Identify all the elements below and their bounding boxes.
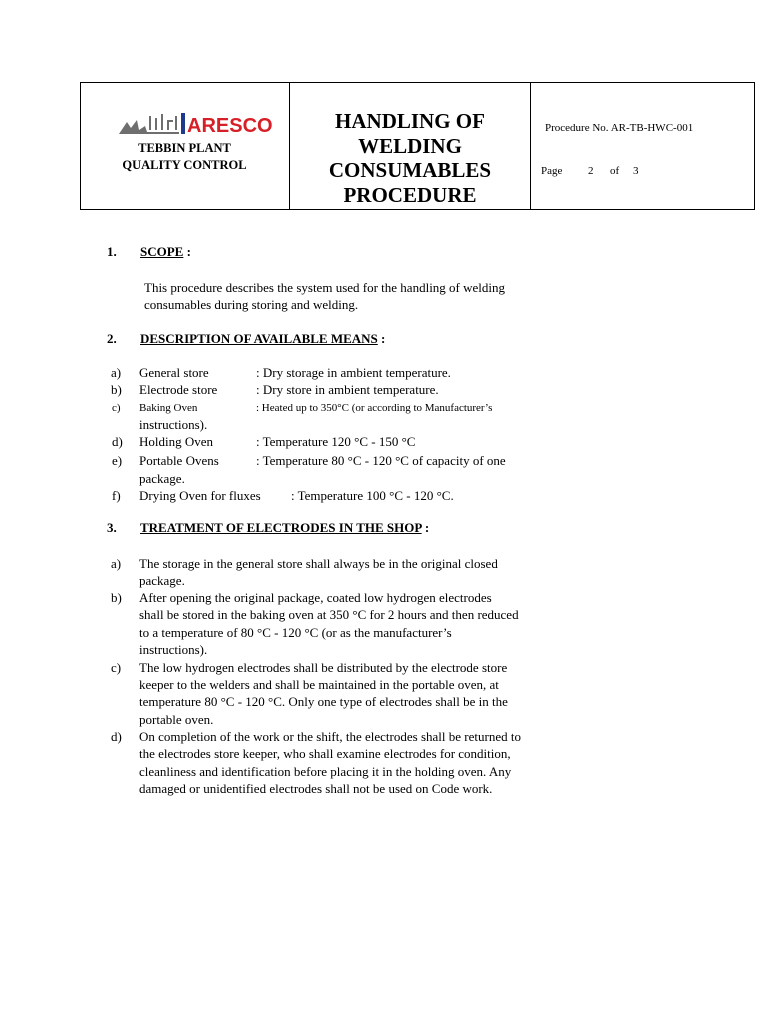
section-heading-text: SCOPE	[140, 244, 184, 259]
title-line: CONSUMABLES	[328, 158, 492, 182]
treatment-line: After opening the original package, coated low hydrogen electrodes	[139, 590, 492, 605]
list-letter: d)	[111, 729, 122, 744]
header-divider	[530, 83, 531, 209]
list-letter: d)	[112, 434, 123, 449]
means-description: : Heated up to 350°C (or according to Manufacturer’s	[256, 402, 493, 414]
logo-wordmark: ARESCO	[187, 115, 273, 137]
page-of: of	[610, 165, 620, 177]
plant-block	[80, 140, 289, 174]
treatment-line: instructions).	[139, 642, 208, 657]
list-letter: e)	[112, 453, 123, 468]
treatment-line: the electrodes store keeper, who shall examine electrodes for condition,	[139, 746, 511, 761]
page-label: Page	[541, 165, 563, 177]
means-name: Portable Ovens	[139, 453, 219, 468]
section-heading-text: DESCRIPTION OF AVAILABLE MEANS	[140, 331, 378, 346]
section-number: 2.	[107, 331, 117, 346]
treatment-line: shall be stored in the baking oven at 350 °C for 2 hours and then reduced	[139, 607, 519, 622]
procedure-label: Procedure No.	[545, 122, 609, 134]
scope-text-line: consumables during storing and welding.	[144, 297, 359, 312]
section-heading	[140, 331, 385, 347]
treatment-line: temperature 80 °C - 120 °C. Only one type of electrodes shall be in the	[139, 694, 508, 709]
means-description: : Dry storage in ambient temperature.	[256, 365, 451, 380]
means-description: : Temperature 120 °C - 150 °C	[256, 434, 416, 449]
treatment-line: package.	[139, 573, 185, 588]
list-letter: f)	[112, 488, 121, 503]
list-letter: b)	[111, 382, 122, 397]
list-letter: c)	[112, 402, 121, 414]
treatment-line: On completion of the work or the shift, the electrodes shall be returned to	[139, 729, 521, 744]
procedure-code: AR-TB-HWC-001	[610, 122, 694, 134]
page-current: 2	[588, 165, 594, 177]
section-heading-text: TREATMENT OF ELECTRODES IN THE SHOP	[140, 520, 422, 535]
section-heading	[140, 520, 429, 536]
means-description: : Temperature 100 °C - 120 °C.	[291, 488, 454, 503]
department-name: QUALITY CONTROL	[122, 158, 247, 172]
means-description: : Dry store in ambient temperature.	[256, 382, 439, 397]
section-heading	[140, 244, 191, 260]
means-name: Drying Oven for fluxes	[139, 488, 261, 503]
list-letter: a)	[111, 556, 122, 571]
list-letter: a)	[111, 365, 122, 380]
title-line: PROCEDURE	[343, 182, 477, 207]
scope-text-line: This procedure describes the system used for the handling of welding	[144, 280, 506, 295]
treatment-line: to a temperature of 80 °C - 120 °C (or as the manufacturer’s	[139, 625, 452, 640]
treatment-line: damaged or unidentified electrodes shall not be used on Code work.	[139, 781, 493, 796]
section-number: 3.	[107, 520, 117, 535]
list-letter: b)	[111, 590, 122, 605]
treatment-line: The storage in the general store shall always be in the original closed	[139, 556, 498, 571]
aresco-logo-icon	[117, 110, 273, 138]
list-letter: c)	[111, 660, 122, 675]
treatment-line: keeper to the welders and shall be maintained in the portable oven, at	[139, 677, 499, 692]
treatment-line: The low hydrogen electrodes shall be distributed by the electrode store	[139, 660, 508, 675]
section-heading-colon: :	[377, 331, 386, 346]
means-description: : Temperature 80 °C - 120 °C of capacity of one	[256, 453, 506, 468]
means-name: Electrode store	[139, 382, 218, 397]
page-total: 3	[633, 165, 639, 177]
means-name: General store	[139, 365, 209, 380]
treatment-line: portable oven.	[139, 712, 214, 727]
means-name: Baking Oven	[139, 402, 198, 414]
document-title	[290, 109, 530, 207]
means-name: Holding Oven	[139, 434, 214, 449]
title-line: HANDLING OF	[335, 109, 485, 133]
treatment-line: cleanliness and identification before placing it in the holding oven. Any	[139, 764, 512, 779]
section-number: 1.	[107, 244, 117, 259]
section-heading-colon: :	[421, 520, 430, 535]
means-description-cont: instructions).	[139, 417, 208, 432]
procedure-number	[545, 122, 693, 134]
title-line: WELDING	[358, 133, 462, 158]
means-description-cont: package.	[139, 471, 185, 486]
section-heading-colon: :	[183, 244, 191, 259]
plant-name: TEBBIN PLANT	[138, 141, 231, 155]
